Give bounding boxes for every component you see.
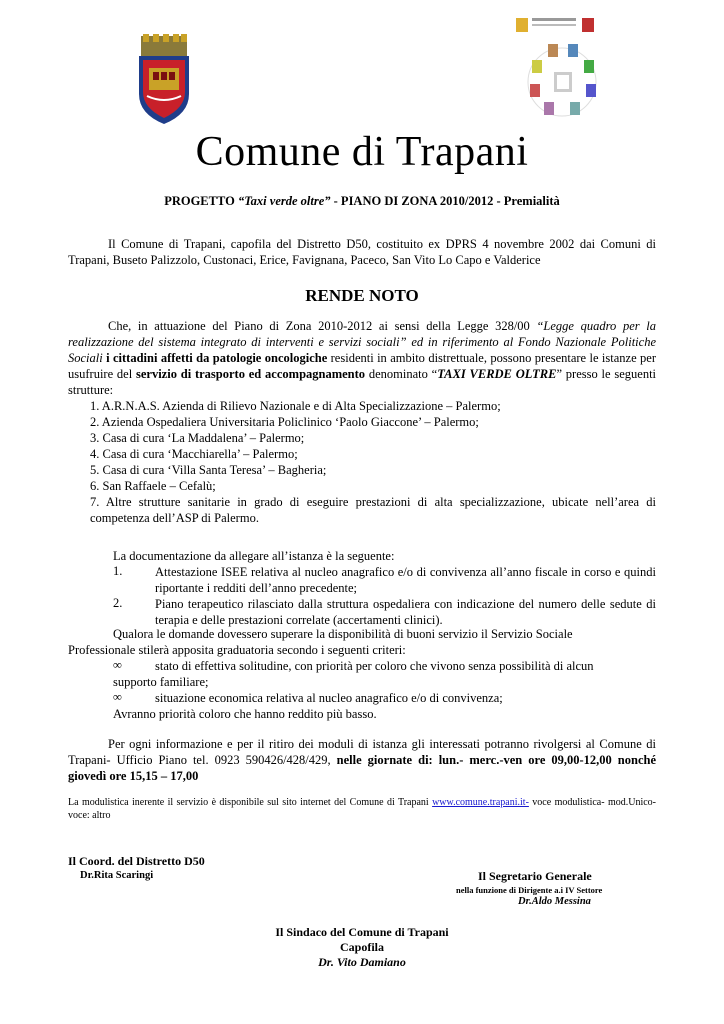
project-suffix: - PIANO DI ZONA 2010/2012 - Premialità [330, 194, 560, 208]
bullet-infinity-icon: ∞ [113, 690, 122, 704]
criteria-text: situazione economica relativa al nucleo anagrafico e/o di convivenza; [155, 691, 503, 705]
doc-item-number: 1. [113, 564, 123, 578]
secretary-title: Il Segretario Generale [478, 869, 592, 883]
service-title: TAXI VERDE OLTRE [437, 367, 557, 381]
text-run: ” presso le seguenti strutture: [68, 367, 657, 397]
coordinator-name: Dr.Rita Scaringi [80, 870, 154, 881]
criteria-text: Avranno priorità coloro che hanno reddito più basso. [113, 707, 377, 721]
criteria-text: stato di effettiva solitudine, con priorità per coloro che vivono senza possibilità di alcun [155, 659, 594, 673]
text-run: residenti in ambito distrettuale, possono presentare le istanze per usufruire del [68, 351, 656, 381]
announcement-paragraph [68, 318, 656, 398]
fund-name: ed in riferimento al Fondo Nazionale Politiche Sociali [68, 335, 657, 365]
website-link[interactable]: www.comune.trapani.it- [432, 797, 529, 808]
doc-item-text: Piano terapeutico rilasciato dalla struttura ospedaliera con indicazione del numero delle sedute di terapia e delle prestazioni correlate (accertamenti clinici). [155, 597, 656, 627]
ranking-note-line2: Professionale stilerà apposita graduatoria secondo i seguenti criteri: [68, 643, 406, 657]
mayor-name: Dr. Vito Damiano [318, 955, 406, 969]
list-item: 4. Casa di cura ‘Macchiarella’ – Palermo; [90, 447, 298, 461]
bullet-infinity-icon: ∞ [113, 658, 122, 672]
list-item: 6. San Raffaele – Cefalù; [90, 479, 216, 493]
secretary-role: nella funzione di Dirigente a.i IV Settore [456, 885, 603, 895]
secretary-name: Dr.Aldo Messina [518, 896, 591, 907]
text-run: Che, in attuazione del Piano di Zona 2010-2012 ai sensi della Legge 328/00 [108, 319, 537, 333]
trapani-coat-of-arms-icon [135, 34, 193, 126]
law-title: “Legge quadro per la realizzazione del sistema integrato di interventi e servizi sociali” [68, 319, 656, 349]
list-item: 3. Casa di cura ‘La Maddalena’ – Palermo; [90, 431, 305, 445]
coordinator-title: Il Coord. del Distretto D50 [68, 854, 205, 868]
rende-noto-heading: RENDE NOTO [305, 286, 419, 305]
mayor-title: Il Sindaco del Comune di Trapani [275, 925, 449, 939]
ranking-note-line1: Qualora le domande dovessero superare la disponibilità di buoni servizio il Servizio Sociale [113, 627, 573, 641]
info-paragraph [68, 736, 656, 784]
project-prefix: PROGETTO [164, 194, 238, 208]
text-run: Per ogni informazione e per il ritiro dei moduli di istanza gli interessati potranno rivolgersi al Comune di Trapani- Ufficio Piano tel. 0923 590426/428/429, [68, 737, 656, 767]
mayor-role: Capofila [339, 940, 384, 954]
district-d50-municipalities-logo-icon [512, 16, 612, 122]
page-title: Comune di Trapani [195, 129, 529, 175]
project-name: “Taxi verde oltre” [237, 194, 331, 208]
list-item: 7. Altre strutture sanitarie in grado di eseguire prestazioni di alta specializzazione, ubicate nell’area di competenza dell’ASP di Palermo. [90, 495, 656, 525]
list-item: 1. A.R.N.A.S. Azienda di Rilievo Nazionale e di Alta Specializzazione – Palermo; [90, 399, 501, 413]
criteria-text: supporto familiare; [113, 675, 209, 689]
text-run: denominato “ [365, 367, 438, 381]
service-name: servizio di trasporto ed accompagnamento [136, 367, 366, 381]
modulistica-note [68, 796, 656, 822]
doc-item-text: Attestazione ISEE relativa al nucleo anagrafico e/o di convivenza all’anno fiscale in corso e quindi riportante i redditi dell’anno precedente; [155, 565, 656, 595]
text-run: voce modulistica- mod.Unico-voce: altro [68, 797, 656, 821]
list-item: 2. Azienda Ospedaliera Universitaria Policlinico ‘Paolo Giaccone’ – Palermo; [90, 415, 479, 429]
target-citizens: i cittadini affetti da patologie oncologiche [102, 351, 328, 365]
documents-intro: La documentazione da allegare all’istanza è la seguente: [113, 549, 395, 563]
structures-list [90, 398, 656, 526]
office-hours: nelle giornate di: lun.- merc.-ven ore 09,00-12,00 nonché giovedì ore 15,15 – 17,00 [68, 753, 656, 783]
text-run: La modulistica inerente il servizio è disponibile sul sito internet del Comune di Trapani [68, 797, 433, 808]
intro-paragraph: Il Comune di Trapani, capofila del Distretto D50, costituito ex DPRS 4 novembre 2002 dai Comuni di Trapani, Buseto Palizzolo, Custonaci, Erice, Favignana, Paceco, San Vito Lo Capo e Valderice [68, 237, 656, 267]
doc-item-number: 2. [113, 596, 123, 610]
project-heading [0, 194, 724, 209]
list-item: 5. Casa di cura ‘Villa Santa Teresa’ – Bagheria; [90, 463, 327, 477]
